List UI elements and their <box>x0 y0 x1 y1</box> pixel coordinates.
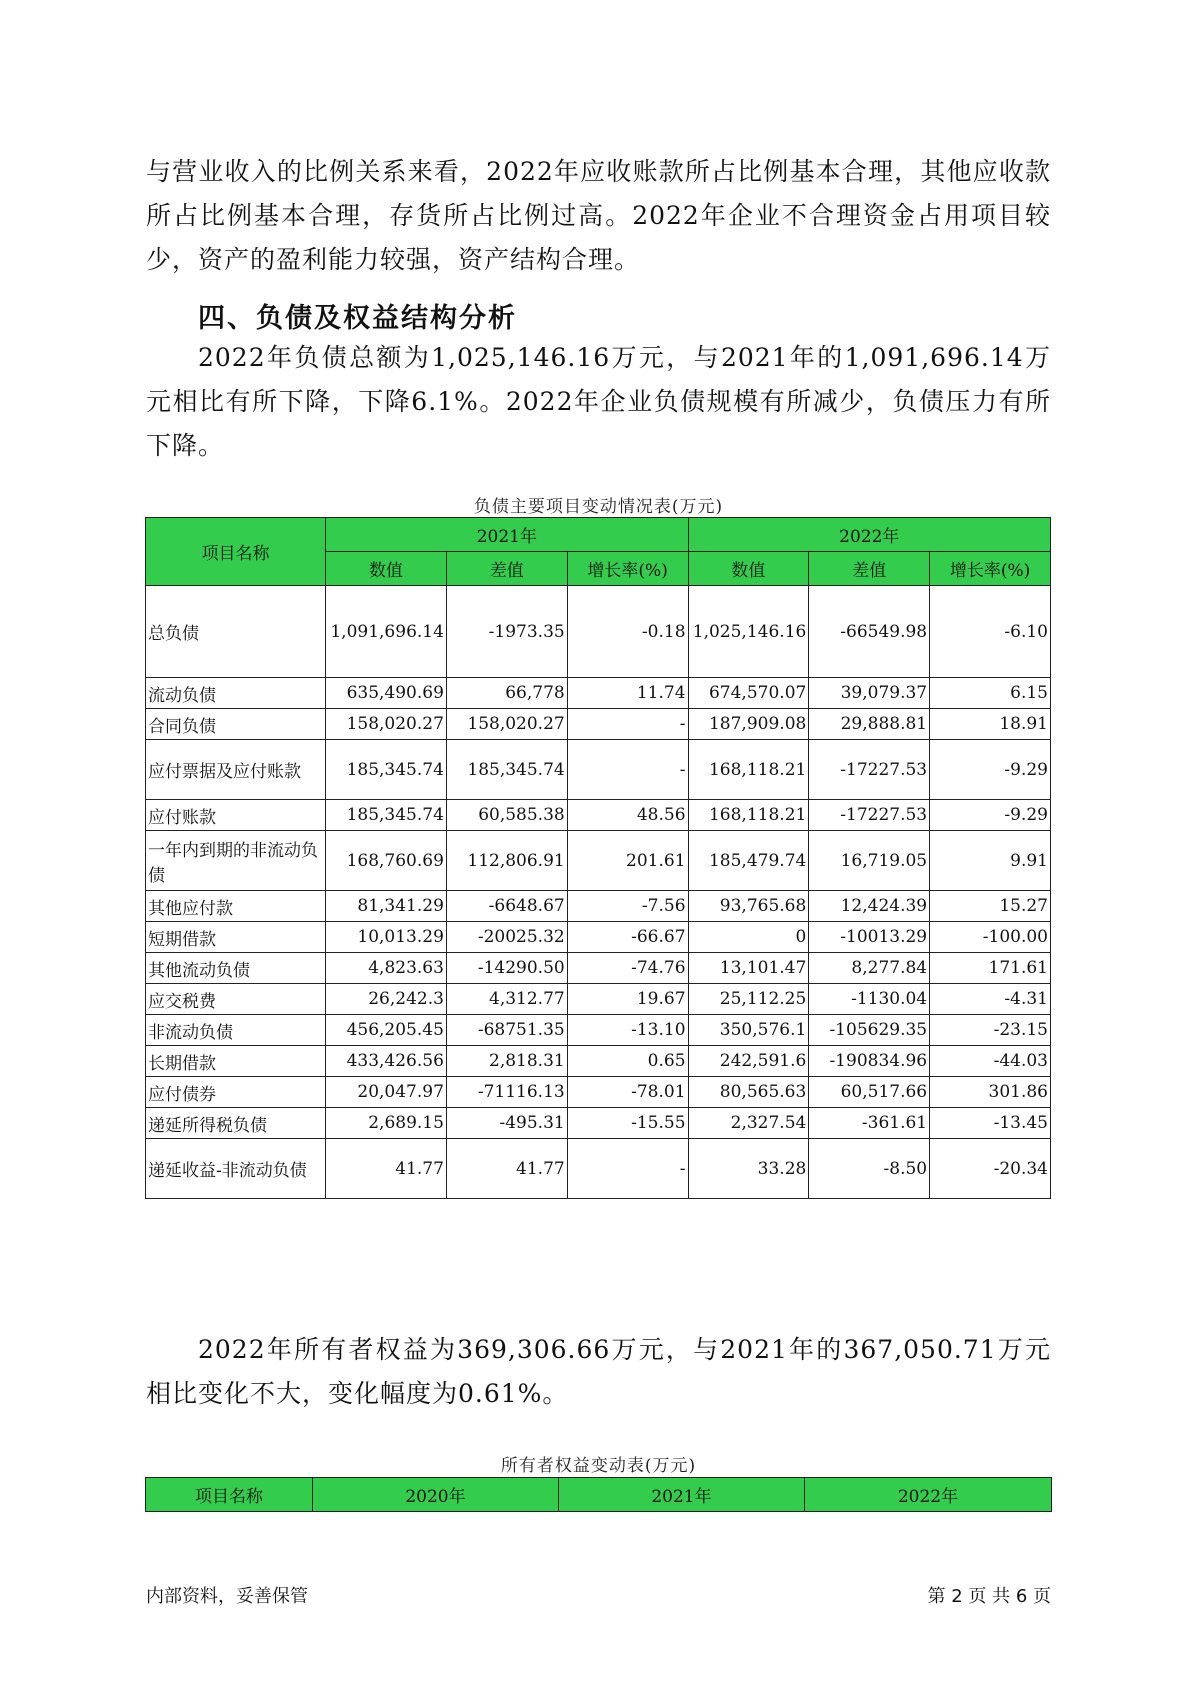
cell-2022-rate: -20.34 <box>930 1139 1051 1199</box>
cell-2022-value: 13,101.47 <box>688 953 809 984</box>
cell-2022-diff: -1130.04 <box>809 984 930 1015</box>
cell-2021-value: 4,823.63 <box>326 953 447 984</box>
table-row <box>146 586 1051 678</box>
cell-2021-diff: 2,818.31 <box>446 1046 567 1077</box>
row-name: 长期借款 <box>146 1046 326 1077</box>
cell-2021-diff: -68751.35 <box>446 1015 567 1046</box>
cell-2021-diff: -20025.32 <box>446 922 567 953</box>
table-row <box>146 922 1051 953</box>
cell-2021-rate: 0.65 <box>567 1046 688 1077</box>
table-row <box>146 891 1051 922</box>
table-row <box>146 1015 1051 1046</box>
cell-2021-value: 26,242.3 <box>326 984 447 1015</box>
cell-2022-rate: -6.10 <box>930 586 1051 678</box>
cell-2021-diff: -71116.13 <box>446 1077 567 1108</box>
cell-2022-rate: 15.27 <box>930 891 1051 922</box>
cell-2022-diff: -17227.53 <box>809 800 930 831</box>
cell-2022-value: 25,112.25 <box>688 984 809 1015</box>
table-row <box>146 1046 1051 1077</box>
cell-2022-value: 187,909.08 <box>688 709 809 740</box>
cell-2021-value: 41.77 <box>326 1139 447 1199</box>
liability-table-caption: 负债主要项目变动情况表(万元) <box>473 497 724 517</box>
cell-2022-value: 1,025,146.16 <box>688 586 809 678</box>
row-name: 应付债券 <box>146 1077 326 1108</box>
cell-2021-diff: 112,806.91 <box>446 831 567 891</box>
cell-2021-diff: -14290.50 <box>446 953 567 984</box>
row-name: 其他应付款 <box>146 891 326 922</box>
row-name: 应付账款 <box>146 800 326 831</box>
equity-table-caption: 所有者权益变动表(万元) <box>500 1456 697 1476</box>
row-name: 总负债 <box>146 586 326 678</box>
cell-2021-diff: -6648.67 <box>446 891 567 922</box>
cell-2022-rate: 6.15 <box>930 678 1051 709</box>
cell-2022-rate: 9.91 <box>930 831 1051 891</box>
cell-2022-diff: -361.61 <box>809 1108 930 1139</box>
cell-2022-diff: 8,277.84 <box>809 953 930 984</box>
cell-2022-value: 93,765.68 <box>688 891 809 922</box>
paragraph-receivables-conclusion: 与营业收入的比例关系来看，2022年应收账款所占比例基本合理，其他应收款所占比例基本合理，存货所占比例过高。2022年企业不合理资金占用项目较少，资产的盈利能力较强，资产结构合理。 <box>146 157 1051 274</box>
cell-2021-value: 158,020.27 <box>326 709 447 740</box>
cell-2022-value: 2,327.54 <box>688 1108 809 1139</box>
row-name: 一年内到期的非流动负债 <box>146 831 326 891</box>
cell-2021-rate: - <box>567 709 688 740</box>
row-name: 其他流动负债 <box>146 953 326 984</box>
row-name: 递延所得税负债 <box>146 1108 326 1139</box>
cell-2022-rate: -44.03 <box>930 1046 1051 1077</box>
table-row <box>146 1108 1051 1139</box>
cell-2021-diff: -495.31 <box>446 1108 567 1139</box>
table-row <box>146 678 1051 709</box>
equity-table <box>145 1477 1052 1512</box>
cell-2022-value: 168,118.21 <box>688 800 809 831</box>
header-year-2022: 2022年 <box>688 518 1050 552</box>
cell-2021-rate: 48.56 <box>567 800 688 831</box>
header-rate: 增长率(%) <box>930 552 1051 586</box>
cell-2022-value: 0 <box>688 922 809 953</box>
cell-2021-rate: 11.74 <box>567 678 688 709</box>
liability-table <box>145 517 1051 1199</box>
cell-2021-rate: -15.55 <box>567 1108 688 1139</box>
section-heading: 四、负债及权益结构分析 <box>198 303 517 334</box>
header-item-name: 项目名称 <box>146 518 326 586</box>
cell-2021-value: 456,205.45 <box>326 1015 447 1046</box>
cell-2022-rate: -9.29 <box>930 800 1051 831</box>
cell-2022-rate: -13.45 <box>930 1108 1051 1139</box>
cell-2022-diff: -105629.35 <box>809 1015 930 1046</box>
cell-2021-value: 168,760.69 <box>326 831 447 891</box>
header-diff: 差值 <box>446 552 567 586</box>
cell-2022-value: 185,479.74 <box>688 831 809 891</box>
row-name: 递延收益-非流动负债 <box>146 1139 326 1199</box>
cell-2022-value: 168,118.21 <box>688 740 809 800</box>
cell-2022-rate: 18.91 <box>930 709 1051 740</box>
table-row <box>146 709 1051 740</box>
cell-2021-value: 635,490.69 <box>326 678 447 709</box>
row-name: 流动负债 <box>146 678 326 709</box>
cell-2021-value: 1,091,696.14 <box>326 586 447 678</box>
cell-2021-rate: -66.67 <box>567 922 688 953</box>
cell-2022-diff: 29,888.81 <box>809 709 930 740</box>
paragraph-liabilities-summary: 2022年负债总额为1,025,146.16万元，与2021年的1,091,696.14万元相比有所下降，下降6.1%。2022年企业负债规模有所减少，负债压力有所下降。 <box>146 343 1051 460</box>
row-name: 非流动负债 <box>146 1015 326 1046</box>
cell-2021-rate: - <box>567 740 688 800</box>
cell-2021-rate: - <box>567 1139 688 1199</box>
table-row <box>146 831 1051 891</box>
cell-2021-value: 81,341.29 <box>326 891 447 922</box>
footer-page-number: 第 2 页 共 6 页 <box>927 1586 1051 1607</box>
row-name: 合同负债 <box>146 709 326 740</box>
cell-2021-diff: 66,778 <box>446 678 567 709</box>
cell-2021-value: 185,345.74 <box>326 740 447 800</box>
header-year-2022: 2022年 <box>805 1478 1052 1512</box>
cell-2021-rate: 19.67 <box>567 984 688 1015</box>
cell-2022-diff: 12,424.39 <box>809 891 930 922</box>
row-name: 短期借款 <box>146 922 326 953</box>
cell-2021-diff: 4,312.77 <box>446 984 567 1015</box>
cell-2021-rate: -0.18 <box>567 586 688 678</box>
table-row <box>146 984 1051 1015</box>
cell-2021-rate: -78.01 <box>567 1077 688 1108</box>
cell-2022-diff: -8.50 <box>809 1139 930 1199</box>
cell-2021-diff: 185,345.74 <box>446 740 567 800</box>
cell-2022-diff: -17227.53 <box>809 740 930 800</box>
cell-2021-diff: 158,020.27 <box>446 709 567 740</box>
cell-2021-diff: -1973.35 <box>446 586 567 678</box>
row-name: 应交税费 <box>146 984 326 1015</box>
cell-2022-value: 350,576.1 <box>688 1015 809 1046</box>
cell-2021-rate: -13.10 <box>567 1015 688 1046</box>
cell-2022-rate: 301.86 <box>930 1077 1051 1108</box>
row-name: 应付票据及应付账款 <box>146 740 326 800</box>
cell-2022-value: 80,565.63 <box>688 1077 809 1108</box>
table-row <box>146 1139 1051 1199</box>
cell-2022-rate: 171.61 <box>930 953 1051 984</box>
cell-2022-rate: -23.15 <box>930 1015 1051 1046</box>
cell-2021-rate: -74.76 <box>567 953 688 984</box>
cell-2022-rate: -100.00 <box>930 922 1051 953</box>
cell-2022-rate: -9.29 <box>930 740 1051 800</box>
header-year-2020: 2020年 <box>313 1478 559 1512</box>
cell-2022-diff: -190834.96 <box>809 1046 930 1077</box>
header-diff: 差值 <box>809 552 930 586</box>
cell-2021-value: 433,426.56 <box>326 1046 447 1077</box>
paragraph-equity-summary: 2022年所有者权益为369,306.66万元，与2021年的367,050.71万元相比变化不大，变化幅度为0.61%。 <box>146 1335 1051 1408</box>
cell-2021-value: 185,345.74 <box>326 800 447 831</box>
header-item-name: 项目名称 <box>146 1478 313 1512</box>
header-value: 数值 <box>688 552 809 586</box>
cell-2021-value: 20,047.97 <box>326 1077 447 1108</box>
table-row <box>146 1077 1051 1108</box>
cell-2022-diff: 16,719.05 <box>809 831 930 891</box>
cell-2022-diff: -66549.98 <box>809 586 930 678</box>
cell-2022-rate: -4.31 <box>930 984 1051 1015</box>
header-year-2021: 2021年 <box>559 1478 805 1512</box>
cell-2021-rate: -7.56 <box>567 891 688 922</box>
cell-2022-diff: 60,517.66 <box>809 1077 930 1108</box>
cell-2022-diff: -10013.29 <box>809 922 930 953</box>
cell-2021-diff: 60,585.38 <box>446 800 567 831</box>
cell-2022-value: 33.28 <box>688 1139 809 1199</box>
header-rate: 增长率(%) <box>567 552 688 586</box>
cell-2021-value: 2,689.15 <box>326 1108 447 1139</box>
cell-2021-diff: 41.77 <box>446 1139 567 1199</box>
footer-confidential-note: 内部资料，妥善保管 <box>146 1586 308 1607</box>
table-row <box>146 953 1051 984</box>
table-row <box>146 740 1051 800</box>
table-row <box>146 800 1051 831</box>
cell-2021-rate: 201.61 <box>567 831 688 891</box>
cell-2021-value: 10,013.29 <box>326 922 447 953</box>
header-year-2021: 2021年 <box>326 518 688 552</box>
cell-2022-diff: 39,079.37 <box>809 678 930 709</box>
cell-2022-value: 242,591.6 <box>688 1046 809 1077</box>
header-value: 数值 <box>326 552 447 586</box>
cell-2022-value: 674,570.07 <box>688 678 809 709</box>
